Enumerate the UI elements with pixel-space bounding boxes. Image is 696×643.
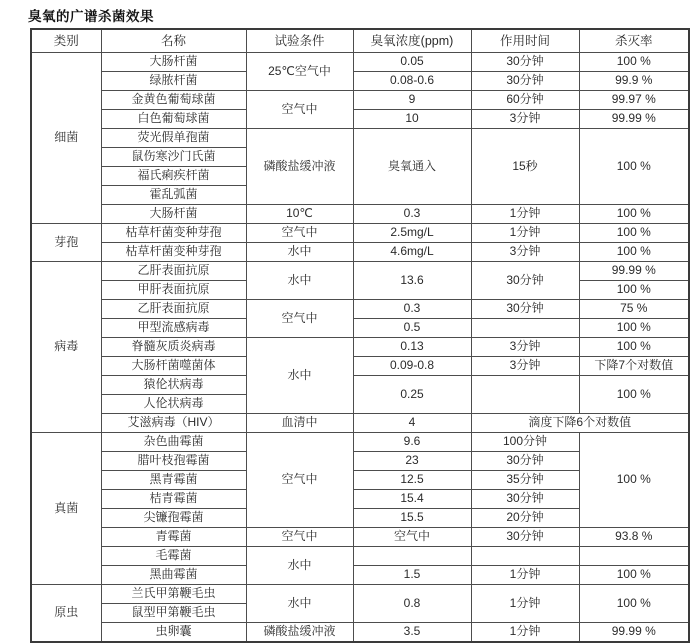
table-cell: 60分钟 [471,91,579,110]
header-row [31,29,689,53]
table-cell: 真菌 [31,433,101,585]
table-body [31,53,689,643]
table-cell: 0.3 [353,205,471,224]
column-header: 试验条件 [246,29,353,53]
table-cell: 99.9 % [579,72,689,91]
column-header: 名称 [101,29,246,53]
table-cell: 大肠杆菌噬菌体 [101,357,246,376]
table-row [31,566,689,585]
table-cell: 黑曲霉菌 [101,566,246,585]
table-cell: 100 % [579,53,689,72]
table-cell: 100 % [579,319,689,338]
table-cell: 枯草杆菌变种芽孢 [101,224,246,243]
table-cell: 空气中 [246,224,353,243]
table-cell: 甲肝表面抗原 [101,281,246,300]
table-row [31,547,689,566]
table-cell: 0.08-0.6 [353,72,471,91]
column-header: 作用时间 [471,29,579,53]
table-cell: 100 % [579,566,689,585]
table-cell: 25℃空气中 [246,53,353,91]
table-cell: 空气中 [246,528,353,547]
table-row [31,528,689,547]
column-header: 臭氧浓度(ppm) [353,29,471,53]
page-title: 臭氧的广谱杀菌效果 [28,9,154,24]
table-cell: 0.09-0.8 [353,357,471,376]
table-cell: 3.5 [353,623,471,643]
table-row [31,357,689,376]
table-cell: 99.97 % [579,91,689,110]
table-cell: 100 % [579,433,689,528]
table-cell: 100 % [579,129,689,205]
table-cell: 福氏痢疾杆菌 [101,167,246,186]
table-cell: 甲型流感病毒 [101,319,246,338]
table-cell: 75 % [579,300,689,319]
table-row [31,224,689,243]
table-cell: 23 [353,452,471,471]
table-cell: 99.99 % [579,110,689,129]
table-cell: 青霉菌 [101,528,246,547]
table-cell: 0.8 [353,585,471,623]
table-cell: 血清中 [246,414,353,433]
table-cell: 枯草杆菌变种芽孢 [101,243,246,262]
table-row [31,262,689,281]
table-cell: 鼠伤寒沙门氏菌 [101,148,246,167]
table-cell: 1分钟 [471,566,579,585]
table-cell: 15.5 [353,509,471,528]
table-row [31,72,689,91]
table-cell: 30分钟 [471,490,579,509]
table-cell: 4 [353,414,471,433]
table-row [31,91,689,110]
table-cell: 0.5 [353,319,471,338]
table-cell [471,319,579,338]
table-row [31,110,689,129]
table-cell: 1分钟 [471,205,579,224]
table-cell: 100 % [579,376,689,414]
table-cell: 黑青霉菌 [101,471,246,490]
table-cell: 空气中 [246,300,353,338]
table-cell: 兰氏甲第鞭毛虫 [101,585,246,604]
table-cell: 磷酸盐缓冲液 [246,129,353,205]
table-cell: 大肠杆菌 [101,53,246,72]
table-cell: 1分钟 [471,224,579,243]
table-row [31,243,689,262]
table-cell: 30分钟 [471,528,579,547]
table-row [31,623,689,643]
table-cell: 水中 [246,338,353,414]
table-row [31,376,689,395]
column-header: 类别 [31,29,101,53]
table-cell: 脊髓灰质炎病毒 [101,338,246,357]
table-cell: 100 % [579,243,689,262]
table-cell: 大肠杆菌 [101,205,246,224]
table-cell: 水中 [246,262,353,300]
table-cell: 35分钟 [471,471,579,490]
table-cell: 水中 [246,243,353,262]
table-cell: 滴度下降6个对数值 [471,414,689,433]
table-cell: 1分钟 [471,623,579,643]
table-cell: 0.25 [353,376,471,414]
table-cell: 白色葡萄球菌 [101,110,246,129]
table-cell: 0.3 [353,300,471,319]
table-row [31,53,689,72]
table-cell: 水中 [246,585,353,623]
table-cell: 100 % [579,205,689,224]
table-cell: 3分钟 [471,357,579,376]
table-cell: 99.99 % [579,623,689,643]
table-cell: 绿脓杆菌 [101,72,246,91]
table-cell: 芽孢 [31,224,101,262]
table-cell: 臭氧通入 [353,129,471,205]
table-cell: 99.99 % [579,262,689,281]
table-row [31,205,689,224]
table-cell: 水中 [246,547,353,585]
table-row [31,414,689,433]
column-header: 杀灭率 [579,29,689,53]
table-cell: 0.05 [353,53,471,72]
table-cell: 30分钟 [471,72,579,91]
table-cell [471,547,579,566]
table-row [31,319,689,338]
table-cell: 3分钟 [471,338,579,357]
table-cell [471,376,579,414]
ozone-sterilization-table [30,28,690,643]
table-cell: 0.13 [353,338,471,357]
table-cell: 磷酸盐缓冲液 [246,623,353,643]
table-cell: 12.5 [353,471,471,490]
table-cell: 乙肝表面抗原 [101,300,246,319]
table-cell [353,547,471,566]
table-cell: 30分钟 [471,300,579,319]
table-cell: 3分钟 [471,243,579,262]
table-cell: 30分钟 [471,262,579,300]
table-row [31,338,689,357]
table-row [31,129,689,148]
table-row [31,300,689,319]
table-cell: 93.8 % [579,528,689,547]
table-row [31,585,689,604]
table-cell: 9.6 [353,433,471,452]
table-cell: 2.5mg/L [353,224,471,243]
table-cell: 9 [353,91,471,110]
table-cell: 10℃ [246,205,353,224]
table-cell: 空气中 [246,433,353,528]
table-cell: 1分钟 [471,585,579,623]
table-cell: 13.6 [353,262,471,300]
table-cell: 病毒 [31,262,101,433]
table-cell: 30分钟 [471,452,579,471]
table-cell: 15秒 [471,129,579,205]
table-cell: 霍乱弧菌 [101,186,246,205]
table-cell: 10 [353,110,471,129]
table-cell: 100分钟 [471,433,579,452]
table-cell: 30分钟 [471,53,579,72]
table-cell [579,547,689,566]
table-cell: 艾滋病毒（HIV） [101,414,246,433]
table-cell: 100 % [579,224,689,243]
table-cell: 空气中 [353,528,471,547]
table-cell: 桔青霉菌 [101,490,246,509]
table-cell: 腊叶枝孢霉菌 [101,452,246,471]
table-cell: 猿伦状病毒 [101,376,246,395]
table-cell: 下降7个对数值 [579,357,689,376]
table-cell: 空气中 [246,91,353,129]
table-cell: 鼠型甲第鞭毛虫 [101,604,246,623]
table-cell: 细菌 [31,53,101,224]
table-cell: 虫卵囊 [101,623,246,643]
table-cell: 100 % [579,281,689,300]
table-cell: 20分钟 [471,509,579,528]
table-cell: 100 % [579,338,689,357]
table-cell: 金黄色葡萄球菌 [101,91,246,110]
table-cell: 荧光假单孢菌 [101,129,246,148]
table-cell: 3分钟 [471,110,579,129]
table-cell: 1.5 [353,566,471,585]
table-cell: 乙肝表面抗原 [101,262,246,281]
table-row [31,433,689,452]
table-cell: 尖镰孢霉菌 [101,509,246,528]
table-cell: 毛霉菌 [101,547,246,566]
table-cell: 原虫 [31,585,101,643]
table-cell: 100 % [579,585,689,623]
table-cell: 人伦状病毒 [101,395,246,414]
table-cell: 15.4 [353,490,471,509]
table-cell: 杂色曲霉菌 [101,433,246,452]
table-cell: 4.6mg/L [353,243,471,262]
